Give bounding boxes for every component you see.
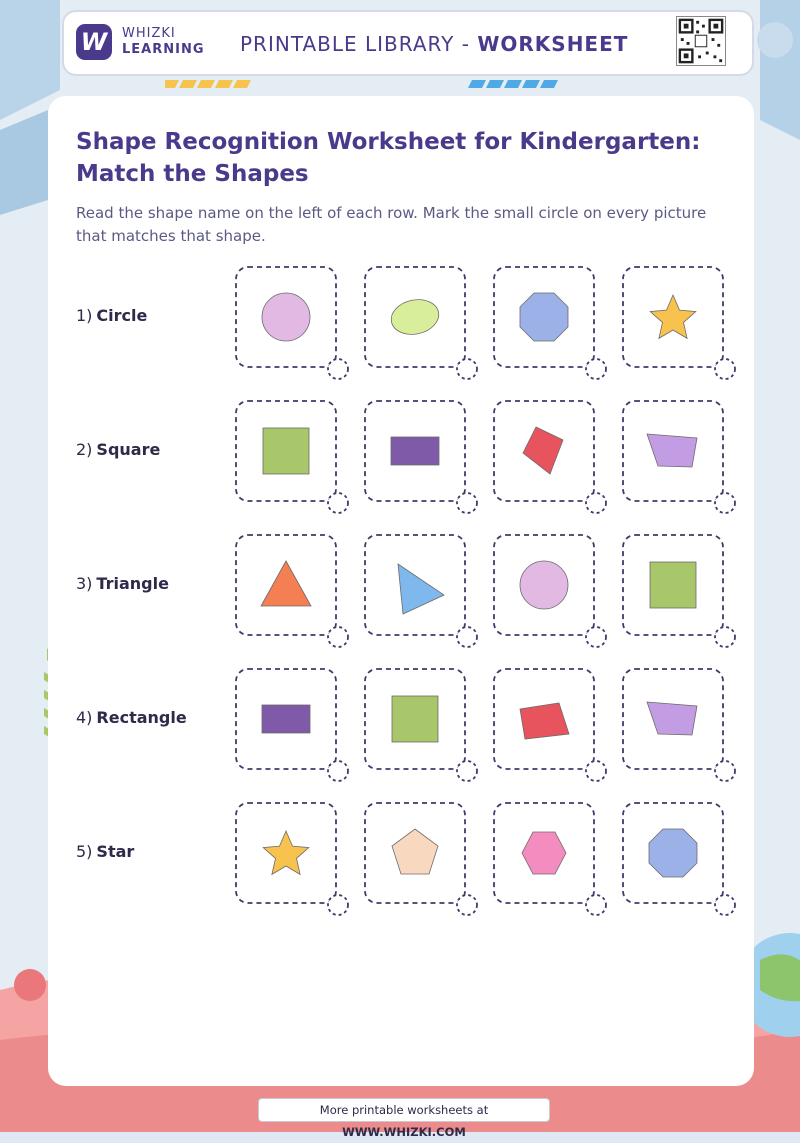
shape-card-octagon: [493, 266, 609, 382]
answer-mark-circle[interactable]: [715, 895, 735, 915]
brand-name-top: WHIZKI: [122, 26, 176, 41]
row-label: [76, 574, 169, 593]
answer-mark-circle[interactable]: [715, 359, 735, 379]
row-number: 3): [76, 574, 93, 593]
row-number: 1): [76, 306, 93, 325]
header-stripes-yellow: [165, 80, 255, 90]
answer-mark-circle[interactable]: [586, 493, 606, 513]
shape-card-rhombus: [493, 400, 609, 516]
shape-card-triangle-right: [364, 534, 480, 650]
worksheet-title: Shape Recognition Worksheet for Kindergarten: Match the Shapes: [76, 129, 701, 187]
shape-card-trapezoid: [622, 668, 738, 784]
row-label: [76, 306, 147, 325]
shape-card-pentagon: [364, 802, 480, 918]
row-shape-name: Triangle: [96, 574, 169, 593]
row-number: 4): [76, 708, 93, 727]
answer-mark-circle[interactable]: [457, 761, 477, 781]
header-stripes-blue: [468, 80, 558, 90]
shape-card-trapezoid: [622, 400, 738, 516]
shape-card-rectangle: [235, 668, 351, 784]
answer-mark-circle[interactable]: [586, 627, 606, 647]
row-label: [76, 708, 187, 727]
row-shape-name: Star: [96, 842, 135, 861]
answer-mark-circle[interactable]: [586, 359, 606, 379]
shape-card-hexagon: [493, 802, 609, 918]
row-shape-name: Rectangle: [96, 708, 187, 727]
octagon-shape: [649, 829, 697, 877]
answer-mark-circle[interactable]: [328, 761, 348, 781]
rectangle-shape: [262, 705, 310, 733]
square-shape: [392, 696, 438, 742]
rectangle-shape: [391, 437, 439, 465]
answer-mark-circle[interactable]: [457, 493, 477, 513]
answer-mark-circle[interactable]: [715, 627, 735, 647]
answer-mark-circle[interactable]: [328, 359, 348, 379]
shape-card-circle: [235, 266, 351, 382]
shape-card-circle: [493, 534, 609, 650]
square-shape: [263, 428, 309, 474]
answer-mark-circle[interactable]: [328, 895, 348, 915]
shape-card-star: [235, 802, 351, 918]
shape-card-star: [622, 266, 738, 382]
row-label: [76, 440, 160, 459]
answer-mark-circle[interactable]: [328, 627, 348, 647]
row-shape-name: Circle: [96, 306, 148, 325]
shape-card-ellipse: [364, 266, 480, 382]
qr-code-icon: [676, 16, 726, 66]
square-shape: [650, 562, 696, 608]
answer-mark-circle[interactable]: [457, 895, 477, 915]
circle-shape: [520, 561, 568, 609]
answer-mark-circle[interactable]: [328, 493, 348, 513]
shape-card-rectangle: [364, 400, 480, 516]
shape-card-square: [622, 534, 738, 650]
answer-mark-circle[interactable]: [715, 493, 735, 513]
octagon-shape: [520, 293, 568, 341]
shape-card-triangle: [235, 534, 351, 650]
header-title: PRINTABLE LIBRARY - WORKSHEET: [240, 32, 629, 56]
answer-mark-circle[interactable]: [586, 761, 606, 781]
answer-mark-circle[interactable]: [457, 627, 477, 647]
shape-card-square: [364, 668, 480, 784]
row-number: 5): [76, 842, 93, 861]
shape-card-quad: [493, 668, 609, 784]
circle-shape: [262, 293, 310, 341]
row-number: 2): [76, 440, 93, 459]
whizki-logo-icon: W: [76, 24, 112, 60]
header-bar: [62, 10, 754, 76]
shape-card-octagon: [622, 802, 738, 918]
answer-mark-circle[interactable]: [715, 761, 735, 781]
worksheet-instructions: Read the shape name on the left of each row. Mark the small circle on every picture that matches that shape.: [76, 204, 707, 245]
brand-name-bottom: LEARNING: [122, 42, 205, 57]
footer-link[interactable]: More printable worksheets at WWW.WHIZKI.COM: [258, 1098, 550, 1122]
shape-card-square: [235, 400, 351, 516]
answer-mark-circle[interactable]: [586, 895, 606, 915]
answer-mark-circle[interactable]: [457, 359, 477, 379]
row-label: [76, 842, 134, 861]
row-shape-name: Square: [96, 440, 161, 459]
